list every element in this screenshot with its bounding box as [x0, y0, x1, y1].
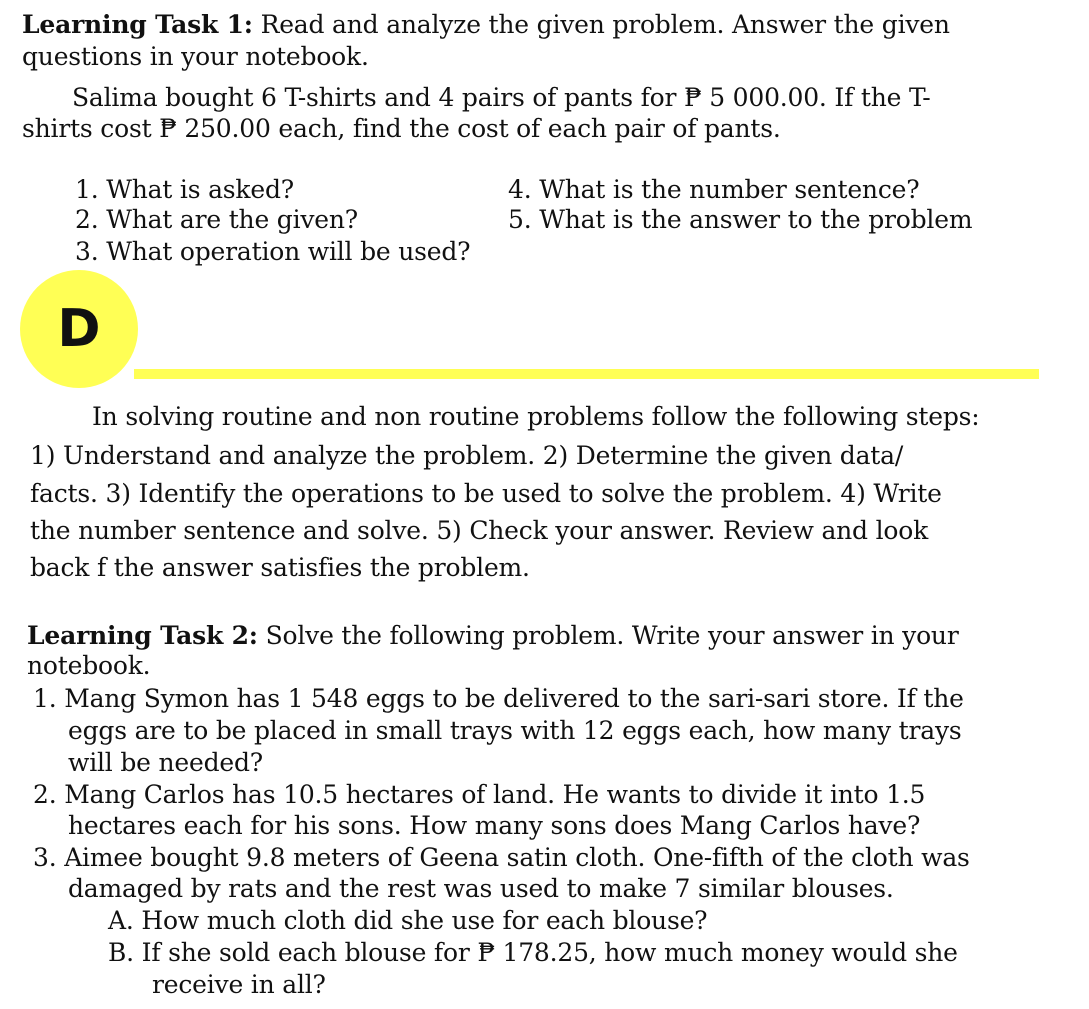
- task1-instruction-line2: questions in your notebook.: [22, 42, 369, 71]
- task2-instruction-line2: notebook.: [27, 651, 151, 680]
- task2-instruction-text: Solve the following problem. Write your answer in your: [257, 621, 959, 650]
- task1-question-4: 4. What is the number sentence?: [508, 175, 920, 204]
- task1-question-1: 1. What is asked?: [75, 175, 294, 204]
- task2-line-6: 3. Aimee bought 9.8 meters of Geena satin cloth. One-fifth of the cloth was: [33, 843, 970, 872]
- task2-instruction-line1: [27, 621, 959, 651]
- section-d-badge: [20, 270, 138, 388]
- task2-line-8: A. How much cloth did she use for each blouse?: [108, 906, 708, 935]
- task2-line-10: receive in all?: [152, 970, 326, 999]
- task1-problem-line2: shirts cost ₱ 250.00 each, find the cost of each pair of pants.: [22, 114, 781, 143]
- task1-problem-line1: Salima bought 6 T-shirts and 4 pairs of pants for ₱ 5 000.00. If the T-: [72, 83, 931, 112]
- section-d-line-1: In solving routine and non routine problems follow the following steps:: [92, 402, 980, 431]
- task2-line-1: 1. Mang Symon has 1 548 eggs to be delivered to the sari-sari store. If the: [33, 684, 964, 713]
- section-d-letter: D: [57, 299, 101, 359]
- task1-question-5: 5. What is the answer to the problem: [508, 205, 973, 234]
- section-d-line-3: facts. 3) Identify the operations to be used to solve the problem. 4) Write: [30, 479, 942, 508]
- section-d-line-2: 1) Understand and analyze the problem. 2) Determine the given data/: [30, 441, 904, 470]
- task1-question-3: 3. What operation will be used?: [75, 237, 471, 266]
- task2-heading: Learning Task 2:: [27, 621, 258, 650]
- task1-instruction-line1: [22, 10, 950, 40]
- task2-line-2: eggs are to be placed in small trays with 12 eggs each, how many trays: [68, 716, 962, 745]
- section-d-line-5: back f the answer satisfies the problem.: [30, 553, 530, 582]
- task2-line-3: will be needed?: [68, 748, 263, 777]
- task2-line-7: damaged by rats and the rest was used to make 7 similar blouses.: [68, 874, 894, 903]
- task1-question-2: 2. What are the given?: [75, 205, 359, 234]
- task2-line-9: B. If she sold each blouse for ₱ 178.25, how much money would she: [108, 938, 958, 967]
- task1-instruction-text: Read and analyze the given problem. Answer the given: [252, 10, 950, 39]
- task2-line-4: 2. Mang Carlos has 10.5 hectares of land. He wants to divide it into 1.5: [33, 780, 926, 809]
- task1-heading: Learning Task 1:: [22, 10, 253, 39]
- task2-line-5: hectares each for his sons. How many sons does Mang Carlos have?: [68, 811, 921, 840]
- section-d-divider: [134, 369, 1039, 379]
- section-d-line-4: the number sentence and solve. 5) Check your answer. Review and look: [30, 516, 929, 545]
